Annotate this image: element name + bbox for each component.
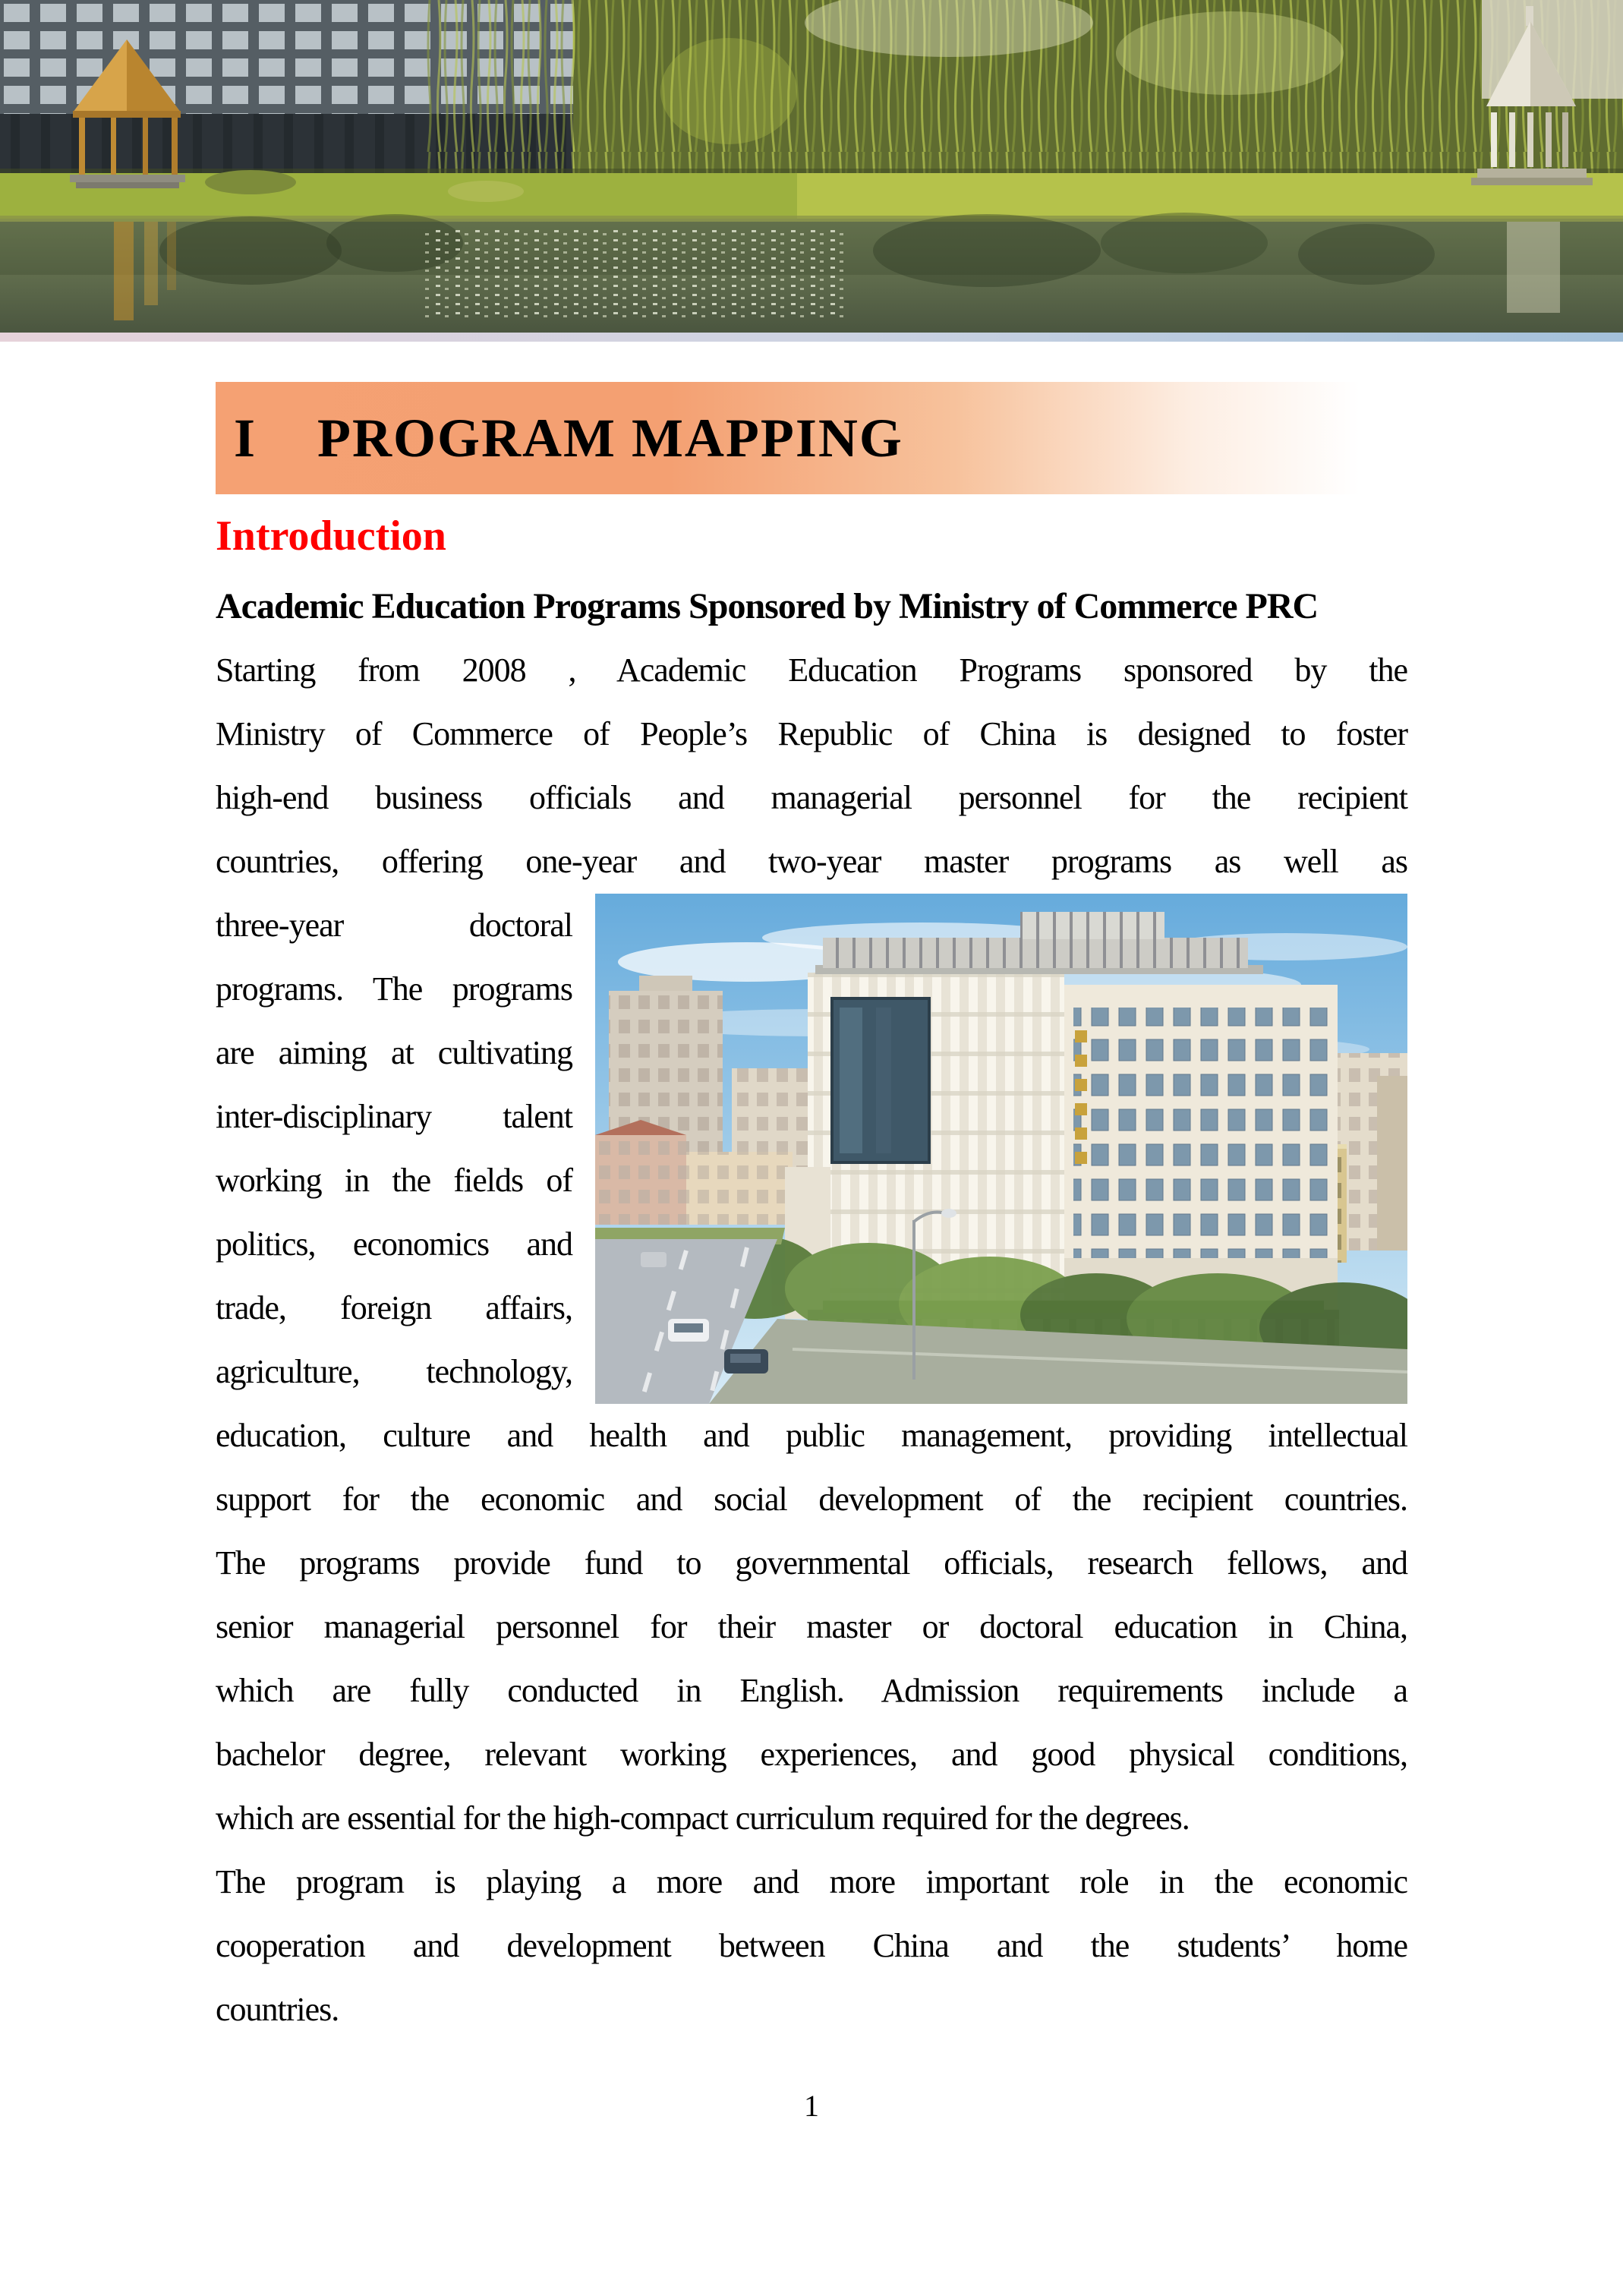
text-line: support for the economic and social development of the recipient countries. bbox=[216, 1481, 1407, 1518]
campus-header-photo bbox=[0, 0, 1623, 342]
lines-after-image bbox=[216, 1404, 1407, 1787]
intro-heading: Introduction bbox=[216, 512, 446, 560]
text-line: programs. The programs bbox=[216, 970, 572, 1008]
text-line: The program is playing a more and more important role in the economic bbox=[216, 1863, 1407, 1900]
text-line: agriculture, technology, bbox=[216, 1353, 572, 1390]
paragraph-2-last-line: countries. bbox=[216, 1991, 339, 2028]
text-line: which are fully conducted in English. Admission requirements include a bbox=[216, 1672, 1407, 1709]
lines-beside-image bbox=[216, 894, 572, 1404]
text-line: politics, economics and bbox=[216, 1225, 572, 1263]
section-banner bbox=[216, 382, 1407, 494]
text-line: three-year doctoral bbox=[216, 907, 572, 944]
lines-before-image bbox=[216, 639, 1407, 894]
campus-header-illustration bbox=[0, 0, 1623, 342]
text-line: are aiming at cultivating bbox=[216, 1034, 572, 1071]
subheading: Academic Education Programs Sponsored by Ministry of Commerce PRC bbox=[216, 586, 1319, 626]
paragraph-2 bbox=[216, 1850, 1407, 2042]
text-line: working in the fields of bbox=[216, 1162, 572, 1199]
text-line: inter-disciplinary talent bbox=[216, 1098, 572, 1135]
text-line: education, culture and health and public management, providing intellectual bbox=[216, 1417, 1407, 1454]
building-illustration bbox=[595, 894, 1407, 1404]
section-title: I PROGRAM MAPPING bbox=[234, 407, 903, 468]
text-line: Ministry of Commerce of People’s Republic of China is designed to foster bbox=[216, 715, 1407, 752]
text-line: bachelor degree, relevant working experiences, and good physical conditions, bbox=[216, 1736, 1407, 1773]
text-line: trade, foreign affairs, bbox=[216, 1289, 572, 1326]
text-line: high-end business officials and managerial personnel for the recipient bbox=[216, 779, 1407, 816]
text-line: countries, offering one-year and two-year master programs as well as bbox=[216, 843, 1407, 880]
text-line: senior managerial personnel for their master or doctoral education in China, bbox=[216, 1608, 1407, 1645]
paragraph-2-lines bbox=[216, 1850, 1407, 1978]
text-line: cooperation and development between China and the students’ home bbox=[216, 1927, 1407, 1964]
text-line: The programs provide fund to governmental officials, research fellows, and bbox=[216, 1544, 1407, 1582]
paragraph-1-last-line: which are essential for the high-compact curriculum required for the degrees. bbox=[216, 1799, 1190, 1837]
text-line: Starting from 2008 , Academic Education Programs sponsored by the bbox=[216, 651, 1407, 689]
university-building-photo bbox=[595, 894, 1407, 1404]
document-body bbox=[216, 382, 1407, 2125]
text-and-photo-row bbox=[216, 894, 1407, 1404]
page-number: 1 bbox=[804, 2089, 819, 2123]
paragraph-1 bbox=[216, 639, 1407, 1850]
